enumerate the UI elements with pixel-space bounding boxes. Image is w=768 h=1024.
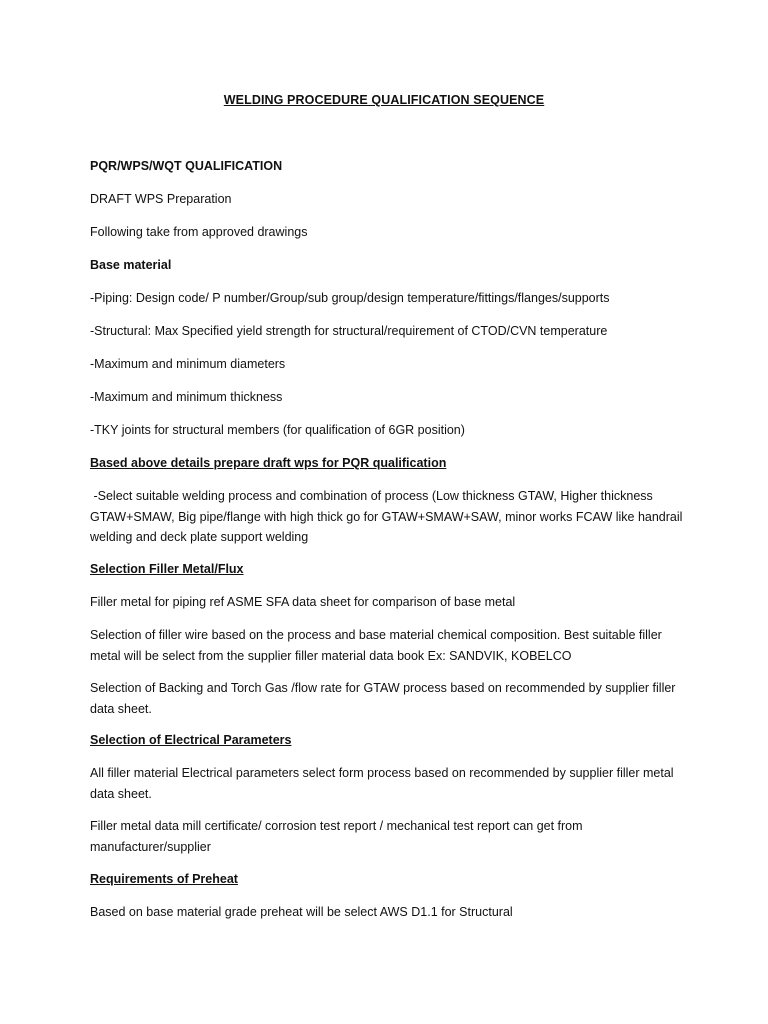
paragraph-approved-drawings: Following take from approved drawings	[90, 225, 308, 239]
list-item-thickness: -Maximum and minimum thickness	[90, 390, 283, 404]
document-title: WELDING PROCEDURE QUALIFICATION SEQUENCE	[223, 93, 545, 107]
list-item-piping: -Piping: Design code/ P number/Group/sub group/design temperature/fittings/flanges/supports	[90, 291, 610, 305]
paragraph-mill-certificate: Filler metal data mill certificate/ corrosion test report / mechanical test report can get from manufacturer/supplier	[90, 819, 583, 854]
paragraph-welding-process: -Select suitable welding process and combination of process (Low thickness GTAW, Higher thickness GTAW+SMAW, Big pipe/flange with high thick go for GTAW+SMAW+SAW, minor works FCAW like handrail welding and deck plate support welding	[90, 489, 686, 544]
paragraph-filler-wire: Selection of filler wire based on the process and base material chemical composition. Best suitable filler metal will be select from the supplier filler material data book Ex: SANDVIK, KOBELCO	[90, 628, 662, 663]
section-heading-qualification: PQR/WPS/WQT QUALIFICATION	[90, 159, 283, 173]
section-heading-base-material: Base material	[90, 258, 172, 272]
list-item-diameters: -Maximum and minimum diameters	[90, 357, 286, 371]
paragraph-backing-gas: Selection of Backing and Torch Gas /flow rate for GTAW process based on recommended by supplier filler data sheet.	[90, 681, 676, 716]
list-item-tky-joints: -TKY joints for structural members (for qualification of 6GR position)	[90, 423, 465, 437]
section-heading-draft-wps: Based above details prepare draft wps for PQR qualification	[90, 456, 447, 470]
paragraph-filler-asme: Filler metal for piping ref ASME SFA data sheet for comparison of base metal	[90, 595, 516, 609]
paragraph-draft-wps: DRAFT WPS Preparation	[90, 192, 232, 206]
section-heading-filler-metal: Selection Filler Metal/Flux	[90, 562, 244, 576]
section-heading-preheat: Requirements of Preheat	[90, 872, 238, 886]
paragraph-preheat: Based on base material grade preheat will be select AWS D1.1 for Structural	[90, 905, 513, 919]
list-item-structural: -Structural: Max Specified yield strength for structural/requirement of CTOD/CVN temperature	[90, 324, 608, 338]
paragraph-electrical-params: All filler material Electrical parameters select form process based on recommended by supplier filler metal data sheet.	[90, 766, 674, 801]
section-heading-electrical: Selection of Electrical Parameters	[90, 733, 292, 747]
